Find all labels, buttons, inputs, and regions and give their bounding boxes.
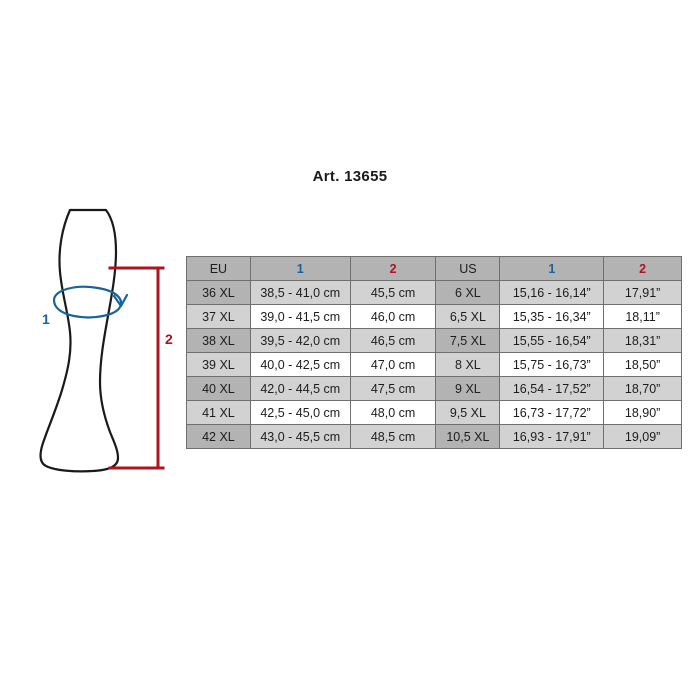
cell-us: 7,5 XL <box>436 329 500 353</box>
leg-outline-shape <box>41 210 118 471</box>
cell-metric-1: 40,0 - 42,5 cm <box>250 353 350 377</box>
cell-us: 9 XL <box>436 377 500 401</box>
cell-eu: 36 XL <box>187 281 251 305</box>
cell-metric-1: 42,0 - 44,5 cm <box>250 377 350 401</box>
table-row <box>187 425 682 449</box>
cell-eu: 42 XL <box>187 425 251 449</box>
size-table <box>186 256 682 449</box>
column-header-inch-2: 2 <box>604 257 682 281</box>
cell-us: 6,5 XL <box>436 305 500 329</box>
cell-eu: 38 XL <box>187 329 251 353</box>
column-header-eu: EU <box>187 257 251 281</box>
table-row <box>187 401 682 425</box>
cell-eu: 39 XL <box>187 353 251 377</box>
cell-metric-2: 47,5 cm <box>350 377 436 401</box>
table-row <box>187 281 682 305</box>
cell-eu: 41 XL <box>187 401 251 425</box>
cell-inch-2: 18,31” <box>604 329 682 353</box>
cell-inch-1: 16,54 - 17,52” <box>500 377 604 401</box>
column-header-inch-1: 1 <box>500 257 604 281</box>
cell-metric-1: 42,5 - 45,0 cm <box>250 401 350 425</box>
cell-inch-2: 18,90” <box>604 401 682 425</box>
cell-inch-1: 15,55 - 16,54” <box>500 329 604 353</box>
cell-inch-1: 16,93 - 17,91” <box>500 425 604 449</box>
cell-metric-2: 48,5 cm <box>350 425 436 449</box>
column-header-metric-2: 2 <box>350 257 436 281</box>
cell-metric-2: 48,0 cm <box>350 401 436 425</box>
cell-metric-2: 47,0 cm <box>350 353 436 377</box>
cell-metric-1: 39,5 - 42,0 cm <box>250 329 350 353</box>
cell-inch-2: 18,70” <box>604 377 682 401</box>
cell-eu: 37 XL <box>187 305 251 329</box>
cell-metric-2: 45,5 cm <box>350 281 436 305</box>
cell-us: 9,5 XL <box>436 401 500 425</box>
cell-us: 10,5 XL <box>436 425 500 449</box>
cell-metric-2: 46,0 cm <box>350 305 436 329</box>
table-body <box>187 281 682 449</box>
cell-inch-2: 17,91” <box>604 281 682 305</box>
column-header-us: US <box>436 257 500 281</box>
diagram-label-1: 1 <box>42 311 50 327</box>
cell-inch-1: 15,75 - 16,73” <box>500 353 604 377</box>
height-bracket <box>110 268 163 468</box>
page-title: Art. 13655 <box>312 168 388 185</box>
table-row <box>187 377 682 401</box>
size-table-container <box>186 256 682 449</box>
table-row <box>187 353 682 377</box>
cell-metric-1: 38,5 - 41,0 cm <box>250 281 350 305</box>
cell-inch-2: 18,11” <box>604 305 682 329</box>
cell-inch-2: 19,09” <box>604 425 682 449</box>
cell-inch-1: 15,35 - 16,34” <box>500 305 604 329</box>
cell-inch-1: 16,73 - 17,72” <box>500 401 604 425</box>
leg-measurement-diagram <box>18 200 193 500</box>
diagram-label-2: 2 <box>165 331 173 347</box>
table-header-row <box>187 257 682 281</box>
cell-inch-1: 15,16 - 16,14” <box>500 281 604 305</box>
cell-inch-2: 18,50” <box>604 353 682 377</box>
cell-metric-2: 46,5 cm <box>350 329 436 353</box>
cell-us: 8 XL <box>436 353 500 377</box>
cell-metric-1: 43,0 - 45,5 cm <box>250 425 350 449</box>
table-row <box>187 305 682 329</box>
cell-us: 6 XL <box>436 281 500 305</box>
table-row <box>187 329 682 353</box>
column-header-metric-1: 1 <box>250 257 350 281</box>
cell-eu: 40 XL <box>187 377 251 401</box>
cell-metric-1: 39,0 - 41,5 cm <box>250 305 350 329</box>
